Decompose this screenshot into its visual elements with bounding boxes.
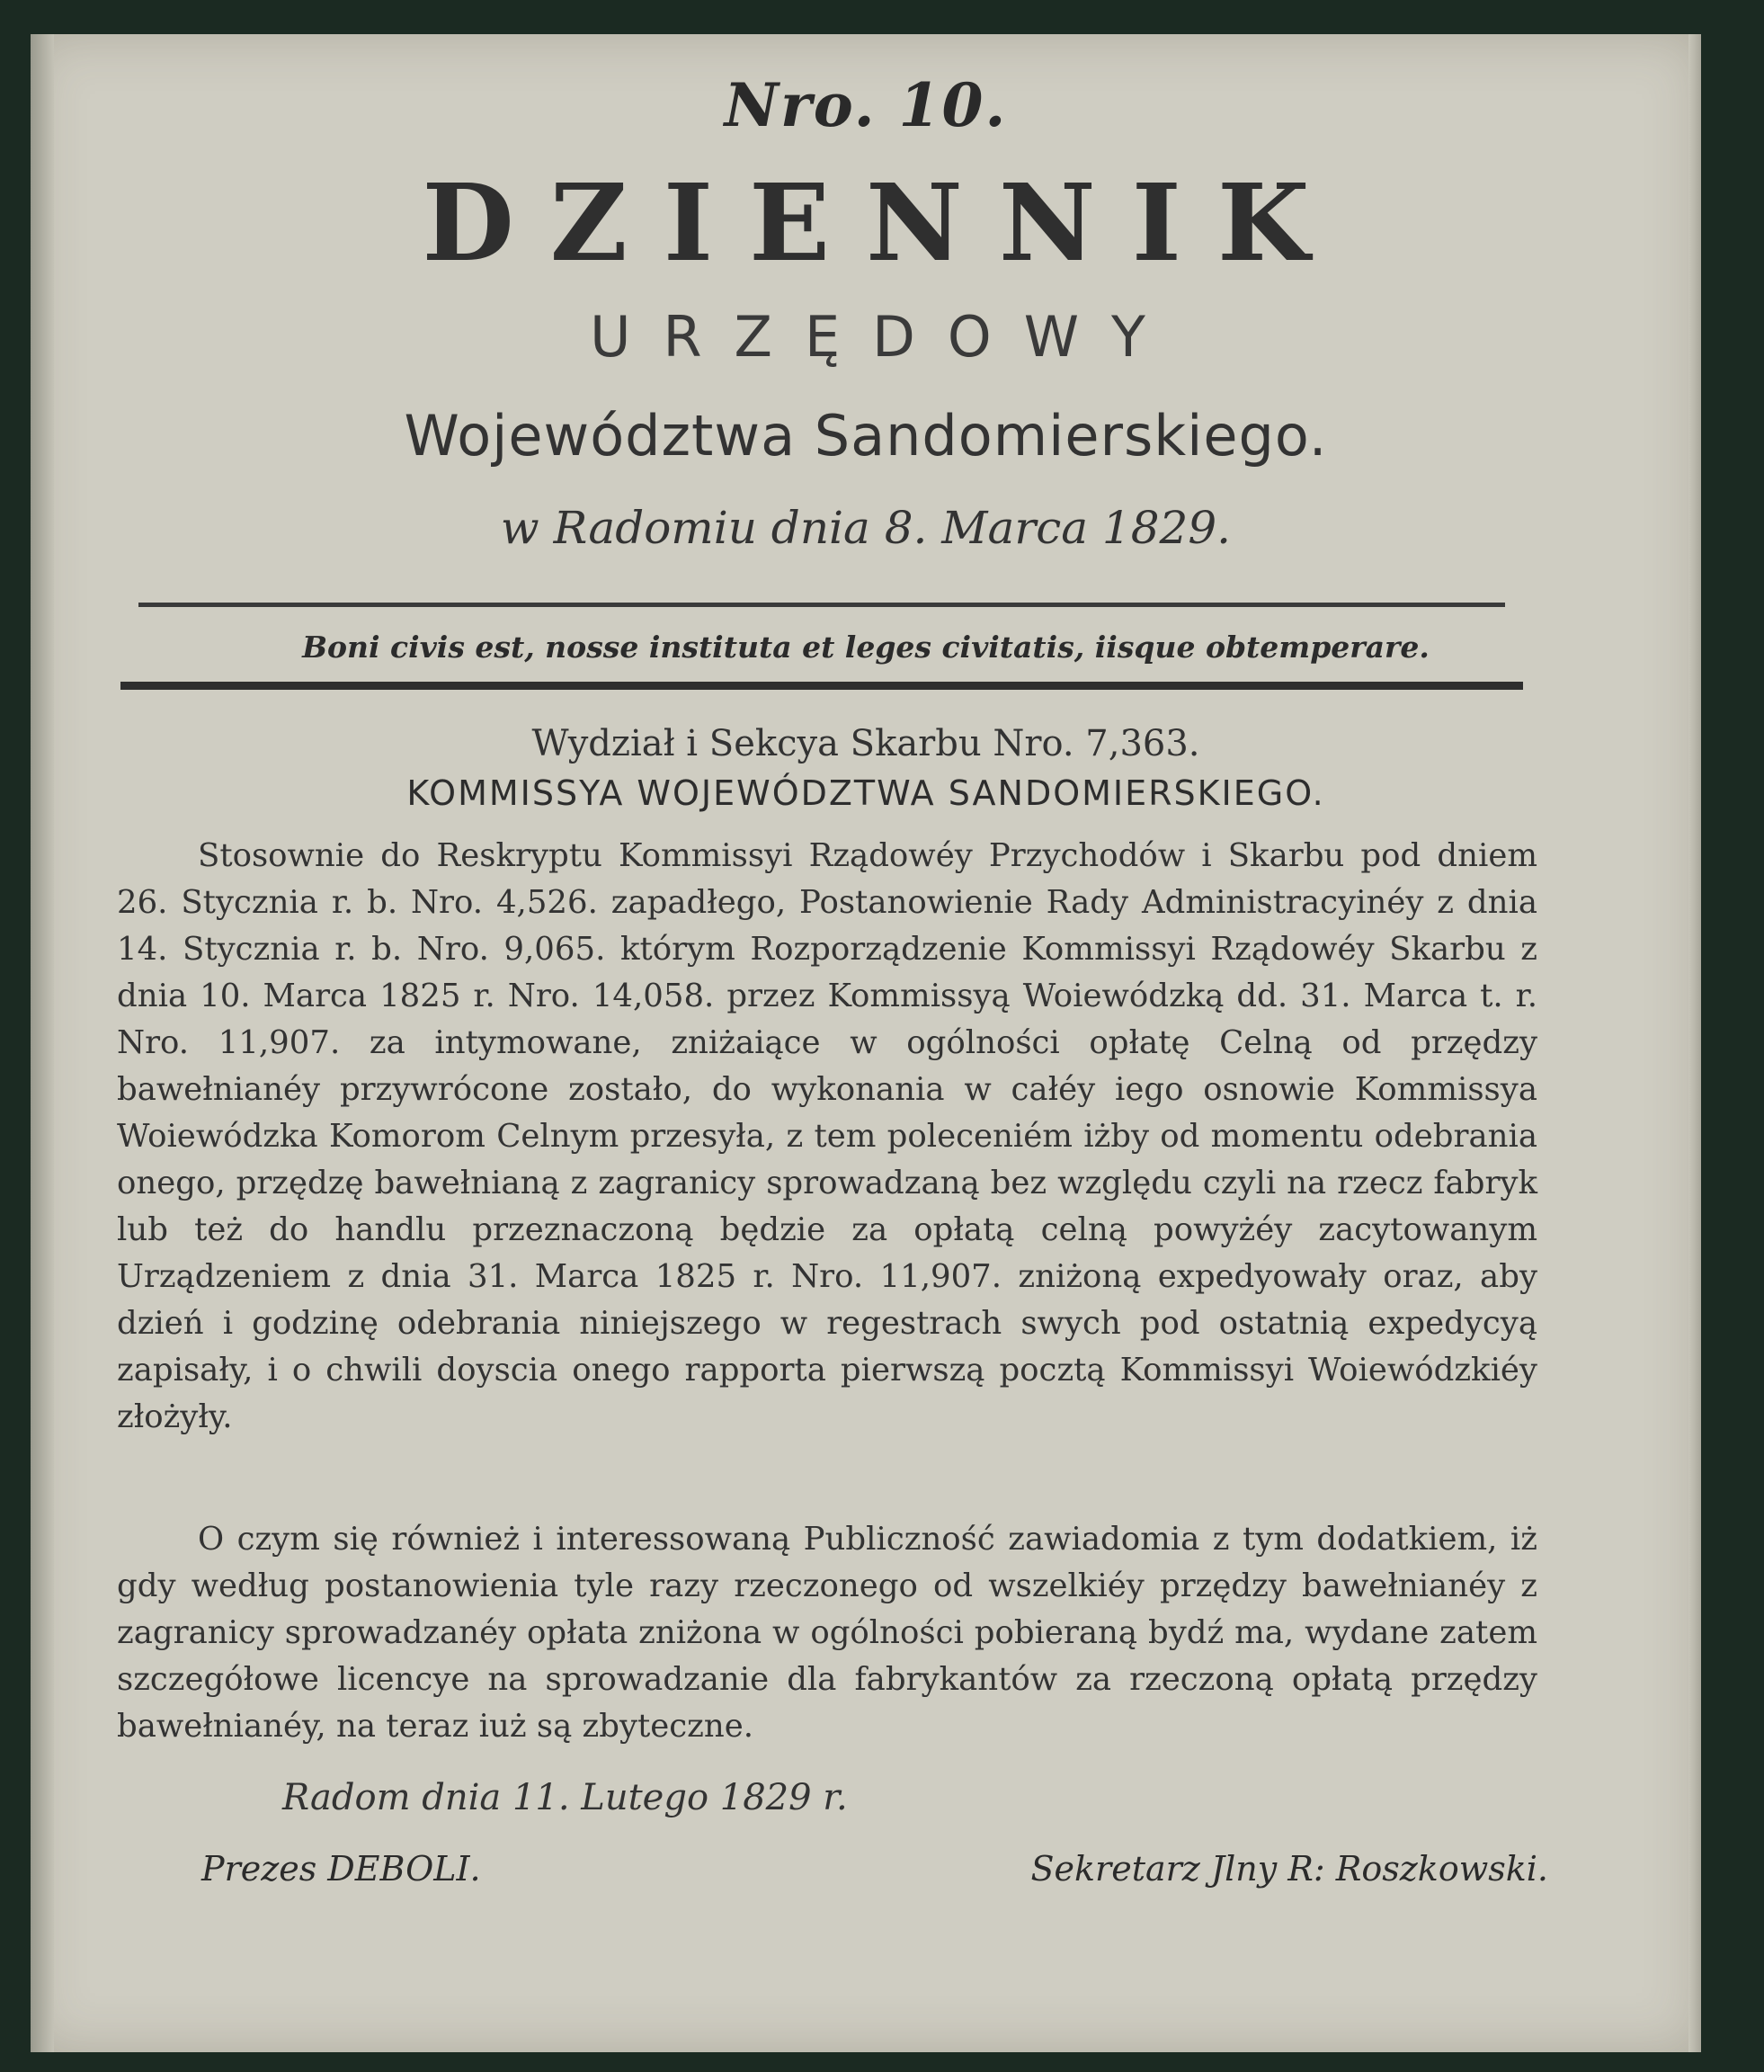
notice-paragraph-1: Stosownie do Reskryptu Kommissyi Rządowéy Przychodów i Skarbu pod dniem 26. Stycznia r. b. Nro. 4,526. zapadłego, Postanowienie Rady Administracyinéy z dnia 14. Stycznia r. b. Nro. 9,065. którym Rozporządzenie Kommissyi Rządowéy Skarbu z dnia 10. Marca 1825 r. Nro. 14,058. przez Kommissyą Woiewódzką dd. 31. Marca t. r. Nro. 11,907. za intymowane, zniżaiące w ogólności opłatę Celną od przędzy bawełnianéy przywrócone zostało, do wykonania w całéy iego osnowie Kommissya Woiewódzka Komorom Celnym przesyła, z tem poleceniém iżby od momentu odebrania onego, przędzę bawełnianą z zagranicy sprowadzaną bez względu czyli na rzecz fabryk lub też do handlu przeznaczoną będzie za opłatą celną powyżéy zacytowanym Urządzeniem z dnia 31. Marca 1825 r. Nro. 11,907. zniżoną expedyowały oraz, aby dzień i godzinę odebrania niniejszego w regestrach swych pod ostatnią expedycyą zapisały, i o chwili doyscia onego rapporta pierwszą pocztą Kommissyi Woiewódzkiéy złożyły.	[117, 837, 1537, 1435]
issue-dateline: w Radomiu dnia 8. Marca 1829.	[500, 502, 1232, 554]
notice-paragraph-2: O czym się również i interessowaną Publiczność zawiadomia z tym dodatkiem, iż gdy według postanowienia tyle razy rzeczonego od wszelkiéy przędzy bawełnianéy z zagranicy sprowadzanéy opłata zniżona w ogólności pobieraną bydź ma, wydane zatem szczegółowe licencye na sprowadzanie dla fabrykantów za rzeczoną opłatą przędzy bawełnianéy, na teraz iuż są zbyteczne.	[117, 1521, 1537, 1745]
signing-place-date: Radom dnia 11. Lutego 1829 r.	[282, 1777, 848, 1818]
department-reference: Wydział i Sekcya Skarbu Nro. 7,363.	[531, 723, 1200, 764]
motto-rule-bottom	[120, 682, 1523, 690]
president-signature: Prezes DEBOLI.	[201, 1849, 481, 1889]
masthead-title: DZIENNIK	[422, 160, 1346, 285]
issue-number: Nro. 10.	[724, 70, 1008, 140]
issuing-authority: KOMMISSYA WOJEWÓDZTWA SANDOMIERSKIEGO.	[406, 773, 1325, 813]
masthead-subtitle: URZĘDOWY	[590, 304, 1178, 370]
newspaper-page	[31, 34, 1701, 2052]
voivodeship-name: Województwa Sandomierskiego.	[404, 403, 1328, 469]
motto-rule-top	[138, 603, 1505, 607]
secretary-signature: Sekretarz Jlny R: Roszkowski.	[1030, 1849, 1548, 1889]
latin-motto: Boni civis est, nosse instituta et leges civitatis, iisque obtemperare.	[302, 630, 1430, 665]
